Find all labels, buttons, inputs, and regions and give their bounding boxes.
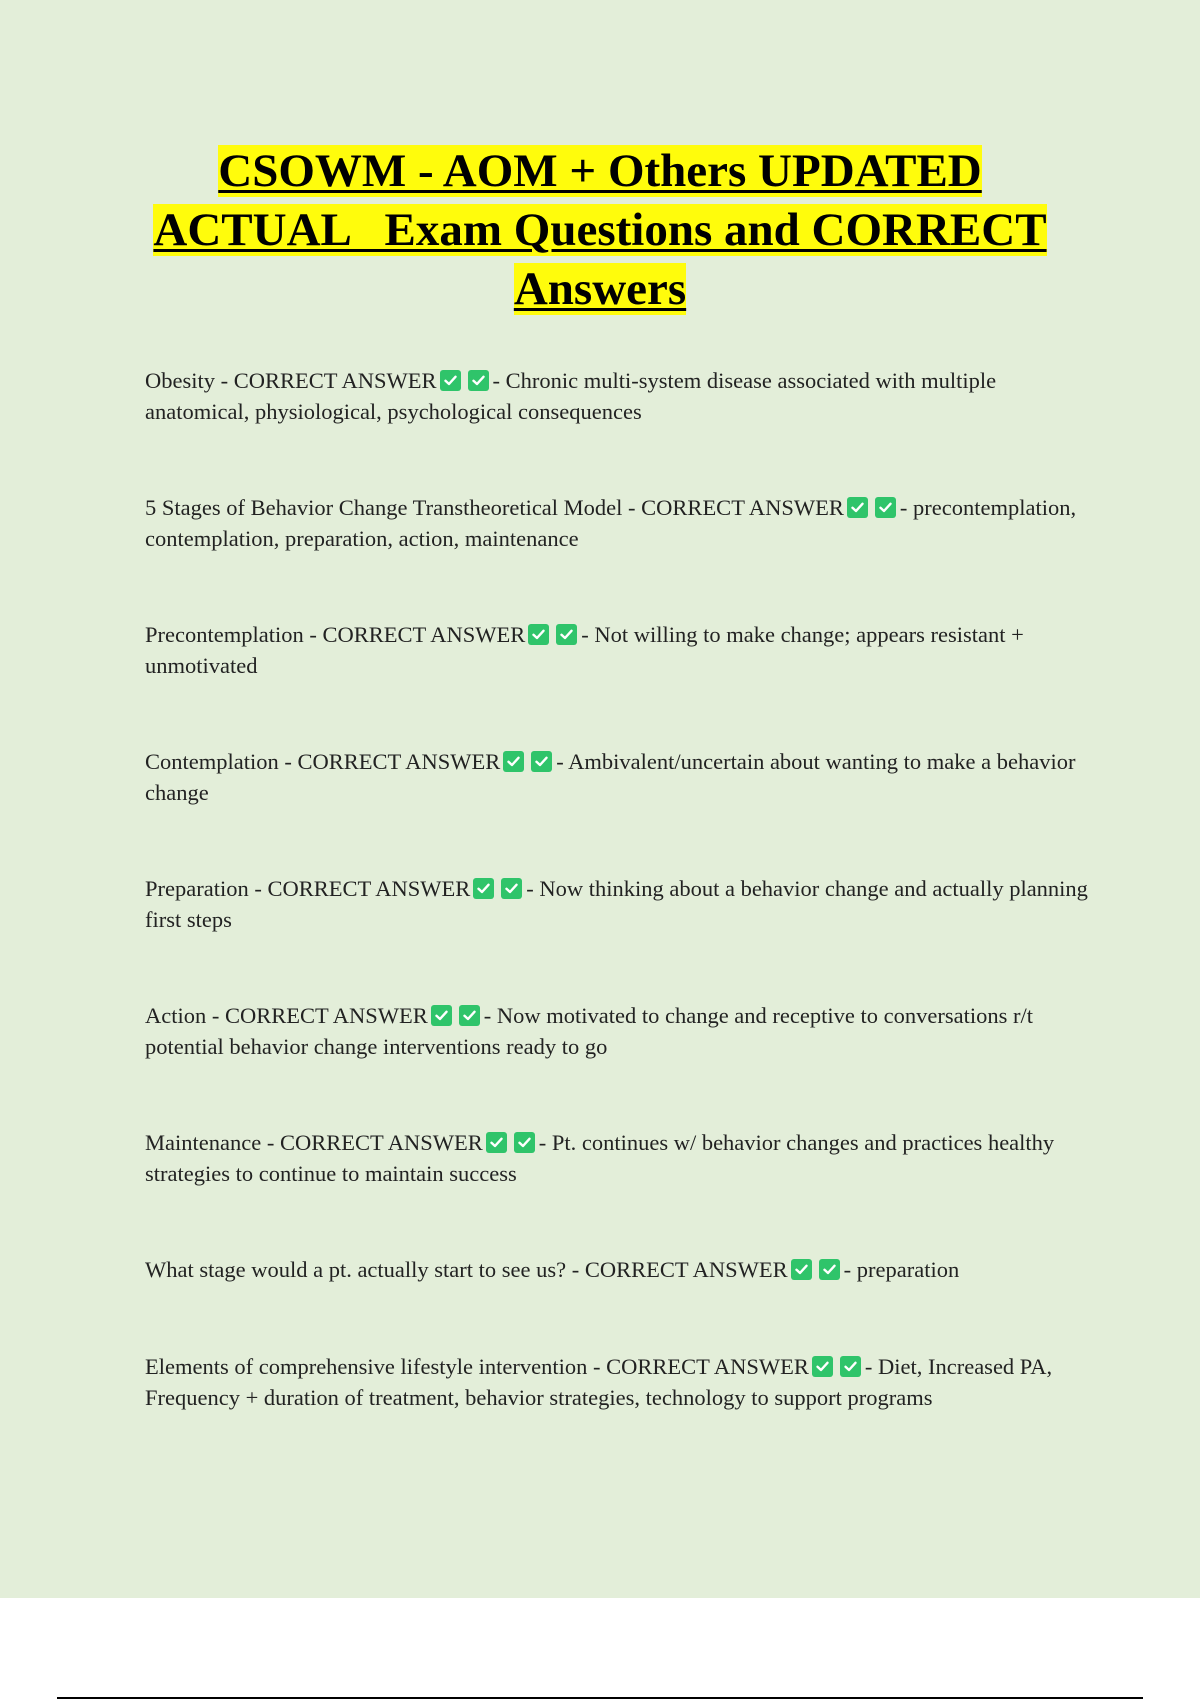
qa-item-lifestyle-intervention: Elements of comprehensive lifestyle intervention - CORRECT ANSWER - Diet, Increased PA, Frequency + duration of treatment, behavior strategies, technology to support programs [145,1353,1053,1410]
qa-item-maintenance: Maintenance - CORRECT ANSWER - Pt. continues w/ behavior changes and practices healthy strategies to continue to maintain success [145,1129,1055,1186]
qa-answer: Diet, Increased PA, Frequency + duration of treatment, behavior strategies, technology to support programs [145,1353,1053,1410]
check-mark-icon [528,624,549,645]
title-line-2: ACTUAL Exam Questions and CORRECT [153,204,1047,256]
answer-marker: CORRECT ANSWER [233,367,437,393]
check-mark-icon [875,497,896,518]
title-line-1: CSOWM - AOM + Others UPDATED [218,145,982,197]
qa-answer: precontemplation, contemplation, preparation, action, maintenance [145,494,1077,551]
qa-term: Obesity [145,367,215,393]
qa-term: Maintenance [145,1129,262,1155]
answer-marker: CORRECT ANSWER [584,1256,788,1282]
answer-marker: CORRECT ANSWER [279,1129,483,1155]
check-mark-icon [503,751,524,772]
qa-item-contemplation: Contemplation - CORRECT ANSWER - Ambivalent/uncertain about wanting to make a behavior change [145,748,1076,805]
qa-item-obesity: Obesity - CORRECT ANSWER - Chronic multi-system disease associated with multiple anatomical, physiological, psychological consequences [145,367,997,424]
check-mark-icon [840,1356,861,1377]
footer-rule [57,1697,1143,1699]
qa-answer: preparation [856,1256,960,1282]
check-mark-icon [791,1259,812,1280]
check-mark-icon [440,370,461,391]
check-mark-icon [819,1259,840,1280]
check-mark-icon [468,370,489,391]
qa-answer: Chronic multi-system disease associated with multiple anatomical, physiological, psychological consequences [145,367,997,424]
answer-marker: CORRECT ANSWER [322,621,526,647]
qa-answer: Not willing to make change; appears resistant + unmotivated [145,621,1024,678]
check-mark-icon [812,1356,833,1377]
qa-item-action: Action - CORRECT ANSWER - Now motivated to change and receptive to conversations r/t potential behavior change interventions ready to go [145,1002,1033,1059]
qa-answer: Now thinking about a behavior change and actually planning first steps [145,875,1088,932]
qa-term: What stage would a pt. actually start to see us? [145,1256,567,1282]
qa-term: Preparation [145,875,249,901]
answer-marker: CORRECT ANSWER [225,1002,428,1028]
check-mark-icon [473,878,494,899]
title-line-3: Answers [513,263,687,315]
qa-item-stage-to-see-us: What stage would a pt. actually start to see us? - CORRECT ANSWER - preparation [145,1256,960,1282]
answer-marker: CORRECT ANSWER [641,494,844,520]
answer-marker: CORRECT ANSWER [267,875,471,901]
qa-item-stages-of-change: 5 Stages of Behavior Change Transtheoretical Model - CORRECT ANSWER - precontemplation, contemplation, preparation, action, maintenance [145,494,1077,551]
check-mark-icon [459,1005,480,1026]
check-mark-icon [556,624,577,645]
qa-answer: Now motivated to change and receptive to conversations r/t potential behavior change interventions ready to go [145,1002,1033,1059]
qa-term: Elements of comprehensive lifestyle intervention [145,1353,588,1379]
qa-item-preparation: Preparation - CORRECT ANSWER - Now thinking about a behavior change and actually planning first steps [145,875,1088,932]
check-mark-icon [531,751,552,772]
qa-term: Contemplation [145,748,279,774]
answer-marker: CORRECT ANSWER [297,748,501,774]
qa-answer: Pt. continues w/ behavior changes and practices healthy strategies to continue to maintain success [145,1129,1055,1186]
qa-item-precontemplation: Precontemplation - CORRECT ANSWER - Not willing to make change; appears resistant + unmotivated [145,621,1024,678]
check-mark-icon [847,497,868,518]
check-mark-icon [501,878,522,899]
qa-term: Action [145,1002,207,1028]
qa-term: 5 Stages of Behavior Change Transtheoretical Model [145,494,623,520]
qa-term: Precontemplation [145,621,304,647]
check-mark-icon [514,1132,535,1153]
check-mark-icon [486,1132,507,1153]
answer-marker: CORRECT ANSWER [606,1353,809,1379]
qa-answer: Ambivalent/uncertain about wanting to make a behavior change [145,748,1076,805]
document-title [100,142,1100,319]
check-mark-icon [431,1005,452,1026]
